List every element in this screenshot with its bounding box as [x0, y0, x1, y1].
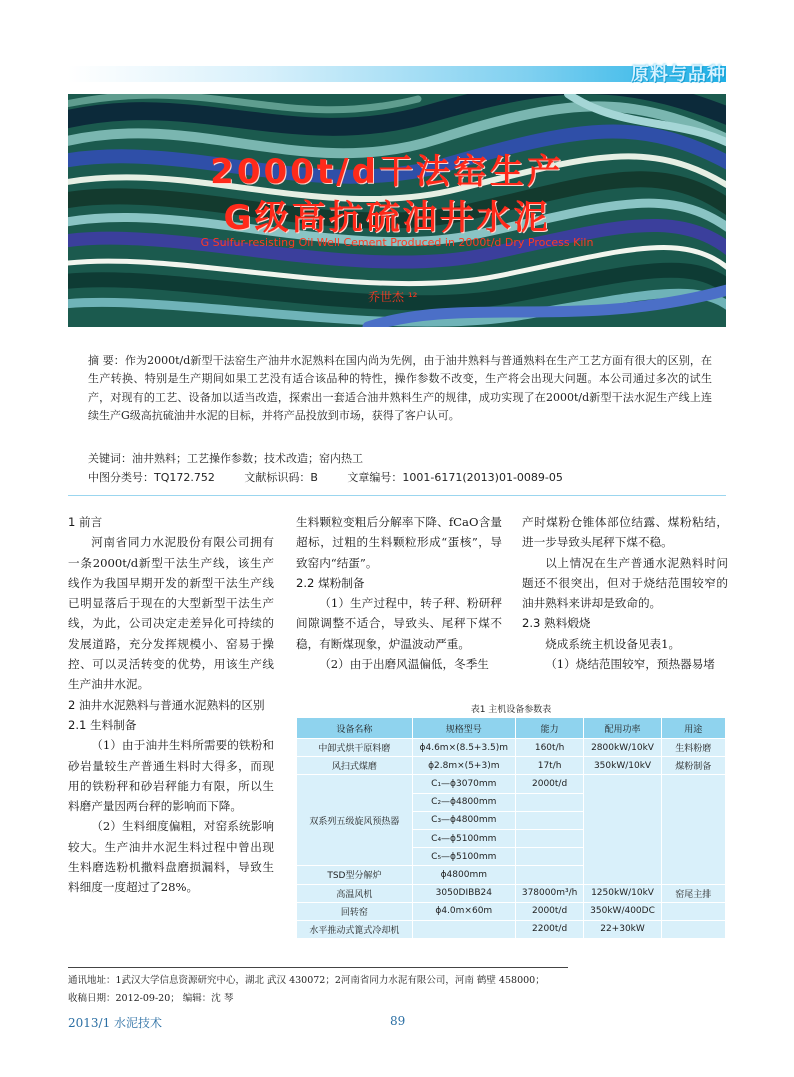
document-code: 文献标识码：B — [244, 471, 318, 484]
table-row — [297, 884, 726, 902]
subsection-heading: 2.1 生料制备 — [68, 717, 137, 732]
paragraph: 以上情况在生产普通水泥熟料时问题还不很突出，但对于烧结范围较窄的油井熟料来讲却是致命的。 — [522, 555, 728, 611]
footnote-dates: 收稿日期：2012-09-20； 编辑：沈 琴 — [68, 993, 234, 1004]
table-cell: 3050DIBB24 — [412, 884, 515, 902]
table-header-cell: 能力 — [515, 718, 584, 739]
table-cell — [412, 920, 515, 938]
author: 乔世杰 ¹² — [368, 290, 418, 304]
table-cell: 2000t/d — [515, 902, 584, 920]
table-cell — [515, 866, 584, 884]
table-cell — [515, 811, 584, 829]
table-cell: 中卸式烘干原料磨 — [297, 739, 413, 757]
body-column-1 — [68, 512, 274, 898]
table-cell: C₁—ϕ3070mm — [412, 775, 515, 793]
table-caption: 表1 主机设备参数表 — [470, 705, 552, 715]
table-header-cell: 设备名称 — [297, 718, 413, 739]
body-column-3 — [522, 512, 728, 674]
table-cell: C₂—ϕ4800mm — [412, 793, 515, 811]
table-row — [297, 775, 726, 793]
journal-name: 2013/1 水泥技术 — [68, 1016, 163, 1030]
table-cell — [515, 848, 584, 866]
table-cell — [515, 829, 584, 847]
table-cell: 生料粉磨 — [661, 739, 725, 757]
keywords-text: 油井熟料；工艺操作参数；技术改造；窑内热工 — [132, 452, 363, 465]
article-number: 文章编号：1001-6171(2013)01-0089-05 — [347, 471, 563, 484]
paragraph: 产时煤粉仓锥体部位结露、煤粉粘结，进一步导致头尾秤下煤不稳。 — [522, 515, 728, 550]
keywords — [88, 450, 708, 466]
section-heading: 1 前言 — [68, 515, 103, 529]
paragraph: 烧成系统主机设备见表1。 — [545, 636, 681, 651]
clc-number: 中图分类号：TQ172.752 — [88, 471, 215, 484]
table-header-cell: 规格型号 — [412, 718, 515, 739]
table-cell: TSD型分解炉 — [297, 866, 413, 884]
table-cell: ϕ4.0m×60m — [412, 902, 515, 920]
title-en: G Sulfur-resisting Oil Well Cement Produced in 2000t/d Dry Process Kiln — [200, 236, 594, 249]
header-bar — [68, 66, 726, 82]
table-cell: 2800kW/10kV — [584, 739, 661, 757]
section-heading: 2 油井水泥熟料与普通水泥熟料的区别 — [68, 697, 265, 712]
paragraph: 生料颗粒变粗后分解率下降、fCaO含量超标，过粗的生料颗粒形成“蛋核”，导致窑内“结蛋”。 — [296, 515, 502, 570]
subsection-heading: 2.2 煤粉制备 — [296, 575, 365, 590]
table-cell — [661, 902, 725, 920]
table-cell: ϕ4800mm — [412, 866, 515, 884]
table-cell: 378000m³/h — [515, 884, 584, 902]
paragraph: 河南省同力水泥股份有限公司拥有一条2000t/d新型干法生产线，该生产线作为我国早期开发的新型干法生产线已明显落后于现在的大型新型干法生产线，为此，公司决定走差异化可持续的发展道路，充分发挥规模小、窑易于操控、可以灵活转变的优势，用该生产线生产油井水泥。 — [68, 535, 274, 692]
classification-line — [88, 469, 708, 485]
body-column-2 — [296, 512, 502, 674]
table-row — [297, 920, 726, 938]
table-cell: 双系列五级旋风预热器 — [297, 775, 413, 866]
table-cell: 水平推动式篦式冷却机 — [297, 920, 413, 938]
table-row — [297, 902, 726, 920]
table-row — [297, 739, 726, 757]
table-cell: 17t/h — [515, 757, 584, 775]
table-cell: 2200t/d — [515, 920, 584, 938]
table-cell: 高温风机 — [297, 884, 413, 902]
table-cell: 2000t/d — [515, 775, 584, 793]
title-cn-line2: G级高抗硫油井水泥 — [223, 198, 551, 238]
table-cell: 煤粉制备 — [661, 757, 725, 775]
section-tag: 原料与品种 — [631, 64, 726, 85]
subsection-heading: 2.3 熟料煅烧 — [522, 616, 591, 631]
paragraph: （1）由于油井生料所需要的铁粉和砂岩量较生产普通生料时大得多，而现用的铁粉秤和砂岩秤能力有限，所以生料磨产量因两台秤的影响而下降。 — [68, 738, 274, 814]
footnote-address: 通讯地址：1武汉大学信息资源研究中心，湖北 武汉 430072；2河南省同力水泥有限公司，河南 鹤壁 458000； — [68, 975, 545, 986]
table-cell: 350kW/10kV — [584, 757, 661, 775]
table-header-cell: 用途 — [661, 718, 725, 739]
table-cell: 风扫式煤磨 — [297, 757, 413, 775]
page-number: 89 — [390, 1014, 406, 1028]
table-cell — [584, 775, 661, 884]
paragraph: （1）生产过程中，转子秤、粉研秤间隙调整不适合，导致头、尾秤下煤不稳，有断煤现象，炉温波动严重。 — [296, 596, 502, 651]
table-cell: C₄—ϕ5100mm — [412, 829, 515, 847]
table-cell: C₅—ϕ5100mm — [412, 848, 515, 866]
abstract-label: 摘 要： — [88, 354, 125, 367]
paragraph: （2）由于出磨风温偏低，冬季生 — [319, 657, 489, 672]
footnote-divider — [68, 967, 568, 968]
table-cell: 回转窑 — [297, 902, 413, 920]
table-row — [297, 757, 726, 775]
table-cell: 22+30kW — [584, 920, 661, 938]
abstract-text: 作为2000t/d新型干法窑生产油井水泥熟料在国内尚为先例，由于油井熟料与普通熟料在生产工艺方面有很大的区别，在生产转换、特别是生产期间如果工艺没有适合该品种的特性，操作参数不改变，生产将会出现大问题。本公司通过多次的试生产，对现有的工艺、设备加以适当改造，探索出一套适合油井熟料生产的规律，成功实现了在2000t/d新型干法水泥生产线上连续生产G级高抗硫油井水泥的目标，并将产品投放到市场，获得了客户认可。 — [88, 354, 712, 422]
table-cell: ϕ4.6m×(8.5+3.5)m — [412, 739, 515, 757]
table-cell — [661, 920, 725, 938]
equipment-table — [296, 717, 726, 939]
abstract — [88, 352, 712, 425]
paragraph: （2）生料细度偏粗，对窑系统影响较大。生产油井水泥生料过程中曾出现生料磨选粉机撒料盘磨损漏料，导致生料细度一度超过了28%。 — [68, 819, 274, 895]
table-header-cell: 配用功率 — [584, 718, 661, 739]
title-banner — [68, 94, 726, 327]
table-cell: 窑尾主排 — [661, 884, 725, 902]
table-cell: 350kW/400DC — [584, 902, 661, 920]
keywords-label: 关键词： — [88, 452, 132, 465]
table-cell: ϕ2.8m×(5+3)m — [412, 757, 515, 775]
table-header-row — [297, 718, 726, 739]
table-cell — [661, 775, 725, 884]
table-cell — [515, 793, 584, 811]
table-cell: C₃—ϕ4800mm — [412, 811, 515, 829]
divider — [68, 495, 726, 496]
title-cn-line1: 2000t/d干法窑生产 — [210, 152, 564, 192]
table-cell: 1250kW/10kV — [584, 884, 661, 902]
table-cell: 160t/h — [515, 739, 584, 757]
paragraph: （1）烧结范围较窄，预热器易堵 — [545, 657, 715, 672]
